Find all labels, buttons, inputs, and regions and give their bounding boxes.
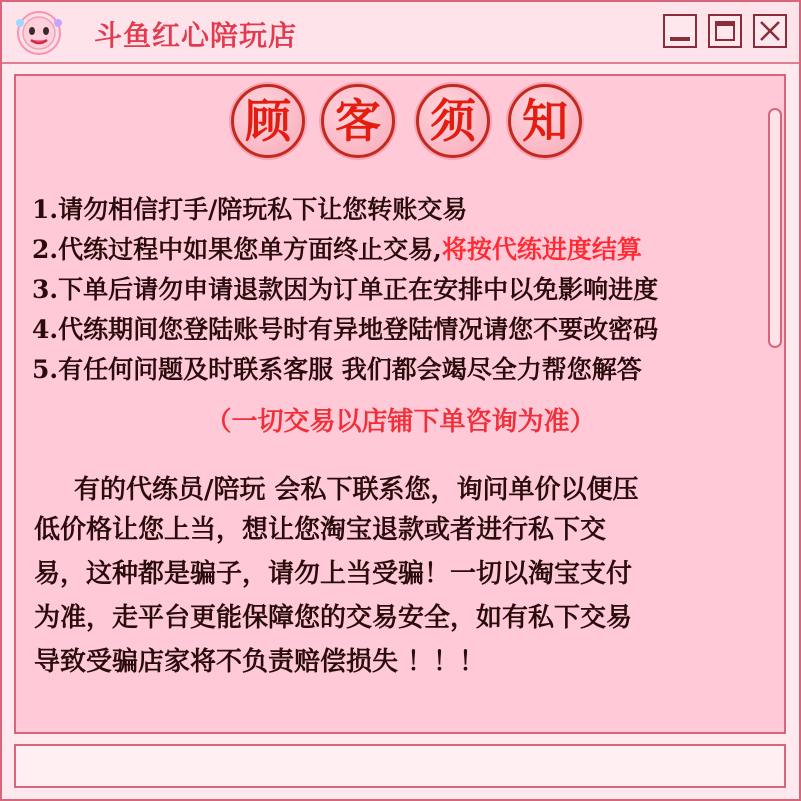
warning-line: 低价格让您上当，想让您淘宝退款或者进行私下交 — [34, 515, 607, 545]
rule-item: 5.有任何问题及时联系客服 我们都会竭尽全力帮您解答 — [32, 355, 642, 384]
rule-item: 1.请勿相信打手/陪玩私下让您转账交易 — [32, 195, 468, 224]
maximize-button[interactable] — [708, 14, 742, 48]
heading-char: 客 — [335, 94, 381, 148]
rule-item: 4.代练期间您登陆账号时有异地登陆情况请您不要改密码 — [32, 315, 659, 344]
minimize-button[interactable] — [663, 14, 697, 48]
heading-seal — [416, 84, 490, 158]
heading-char: 须 — [430, 94, 476, 148]
notice-heading — [2, 84, 799, 164]
rule-highlight: 将按代练进度结算 — [441, 235, 642, 264]
warning-line: 为准，走平台更能保障您的交易安全，如有私下交易 — [34, 603, 633, 633]
heading-seal — [321, 84, 395, 158]
close-button[interactable] — [753, 14, 787, 48]
heading-seal — [508, 84, 582, 158]
warning-line: 有的代练员/陪玩 会私下联系您，询问单价以便压 — [74, 475, 639, 505]
heading-char: 顾 — [245, 94, 291, 148]
warning-line: 导致受骗店家将不负责赔偿损失 ！！！ — [34, 647, 486, 677]
warning-line: 易，这种都是骗子，请勿上当受骗！一切以淘宝支付 — [34, 559, 633, 589]
heading-char: 知 — [522, 94, 568, 148]
close-icon — [759, 20, 781, 42]
heading-seal — [231, 84, 305, 158]
maximize-icon — [715, 21, 735, 41]
cartoon-face-logo — [12, 9, 66, 57]
rule-item: 3.下单后请勿申请退款因为订单正在安排中以免影响进度 — [32, 275, 659, 304]
notice-text: （一切交易以店铺下单咨询为准） — [205, 407, 596, 437]
status-bar — [14, 744, 786, 788]
title-bar[interactable] — [2, 2, 799, 64]
app-title: 斗鱼红心陪玩店 — [94, 19, 298, 52]
rule-item — [32, 230, 642, 270]
minimize-icon — [670, 37, 690, 41]
rule-text: 2.代练过程中如果您单方面终止交易, — [32, 235, 442, 264]
